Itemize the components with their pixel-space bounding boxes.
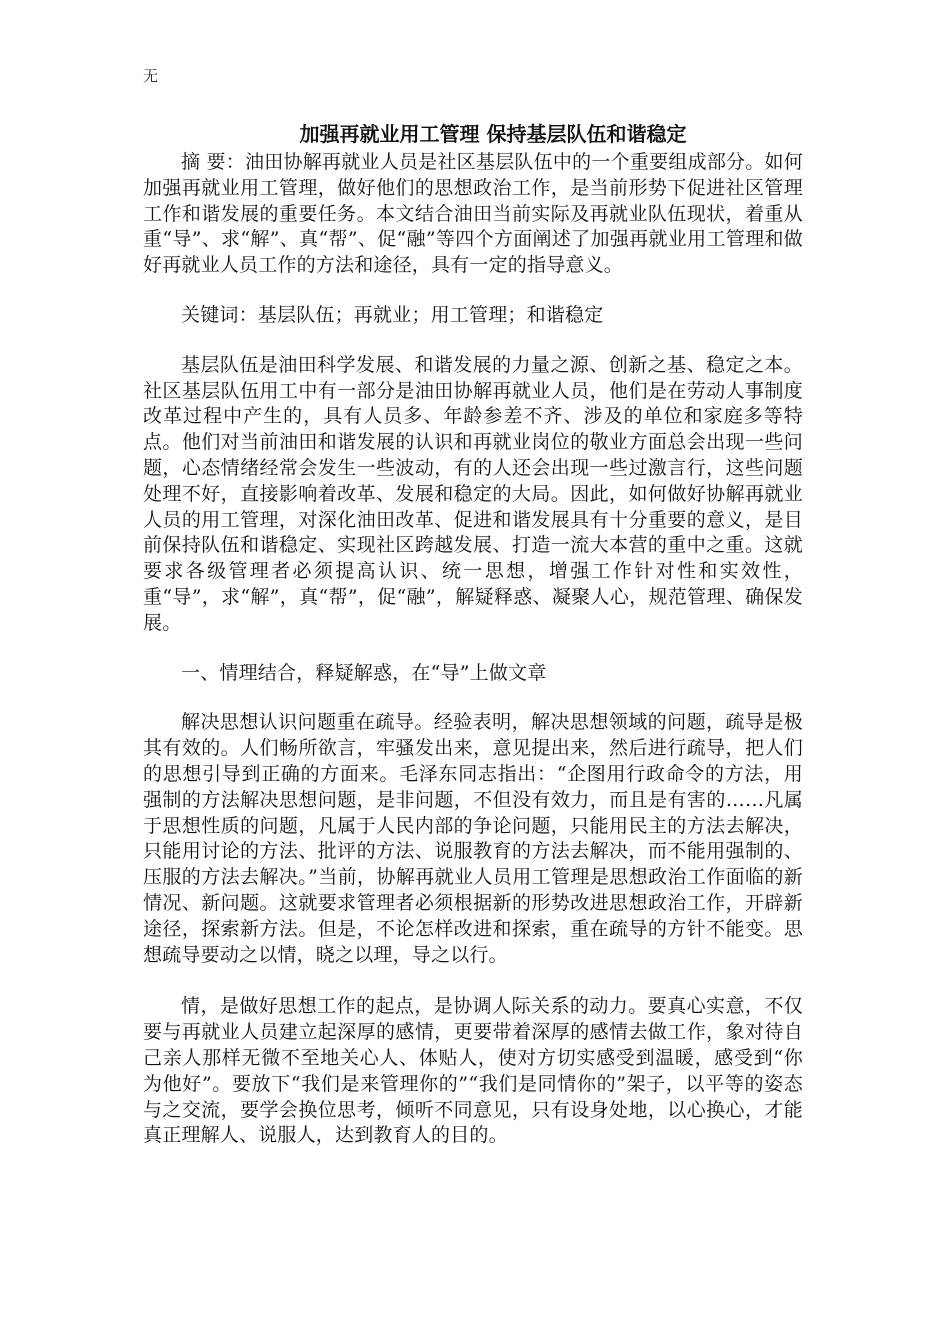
section-paragraph-1: 解决思想认识问题重在疏导。经验表明，解决思想领域的问题，疏导是极其有效的。人们畅所欲言，牢骚发出来，意见提出来，然后进行疏导，把人们的思想引导到正确的方面来。毛泽东同志指出：“企图用行政命令的方法，用强制的方法解决思想问题，是非问题，不但没有效力，而且是有害的……凡属于思想性质的问题，凡属于人民内部的争论问题，只能用民主的方法去解决，只能用讨论的方法、批评的方法、说服教育的方法去解决，而不能用强制的、压服的方法去解决。”当前，协解再就业人员用工管理是思想政治工作面临的新情况、新问题。这就要求管理者必须根据新的形势改进思想政治工作，开辟新途径，探索新方法。但是，不论怎样改进和探索，重在疏导的方针不能变。思想疏导要动之以情，晓之以理，导之以行。 (143, 711, 803, 966)
document-title: 加强再就业用工管理 保持基层队伍和谐稳定 (299, 122, 687, 146)
document-body (143, 120, 803, 1149)
spacer (143, 279, 803, 303)
spacer (143, 329, 803, 353)
abstract-paragraph: 摘 要：油田协解再就业人员是社区基层队伍中的一个重要组成部分。如何加强再就业用工管理，做好他们的思想政治工作，是当前形势下促进社区管理工作和谐发展的重要任务。本文结合油田当前实际及再就业队伍现状，着重从重“导”、求“解”、真“帮”、促“融”等四个方面阐述了加强再就业用工管理和做好再就业人员工作的方法和途径，具有一定的指导意义。 (143, 151, 803, 277)
section-heading: 一、情理结合，释疑解惑，在“导”上做文章 (181, 661, 547, 684)
keywords-paragraph: 关键词：基层队伍；再就业；用工管理；和谐稳定 (181, 303, 604, 326)
section-paragraph-2: 情，是做好思想工作的起点，是协调人际关系的动力。要真心实意，不仅要与再就业人员建立起深厚的感情，更要带着深厚的感情去做工作，象对待自己亲人那样无微不至地关心人、体贴人，使对方切实感受到温暖，感受到“你为他好”。要放下“我们是来管理你的”“我们是同情你的”架子，以平等的姿态与之交流，要学会换位思考，倾听不同意见，只有设身处地，以心换心，才能真正理解人、说服人，达到教育人的目的。 (143, 995, 803, 1147)
intro-paragraph: 基层队伍是油田科学发展、和谐发展的力量之源、创新之基、稳定之本。社区基层队伍用工中有一部分是油田协解再就业人员，他们是在劳动人事制度改革过程中产生的，具有人员多、年龄参差不齐、涉及的单位和家庭多等特点。他们对当前油田和谐发展的认识和再就业岗位的敬业方面总会出现一些问题，心态情绪经常会发生一些波动，有的人还会出现一些过激言行，这些问题处理不好，直接影响着改革、发展和稳定的大局。因此，如何做好协解再就业人员的用工管理，对深化油田改革、促进和谐发展具有十分重要的意义，是目前保持队伍和谐稳定、实现社区跨越发展、打造一流大本营的重中之重。这就要求各级管理者必须提高认识、统一思想，增强工作针对性和实效性，重“导”，求“解”，真“帮”，促“融”，解疑释惑、凝聚人心，规范管理、确保发展。 (143, 353, 803, 634)
header-mark: 无 (143, 67, 159, 85)
spacer (143, 686, 803, 710)
spacer (143, 637, 803, 661)
spacer (143, 968, 803, 994)
